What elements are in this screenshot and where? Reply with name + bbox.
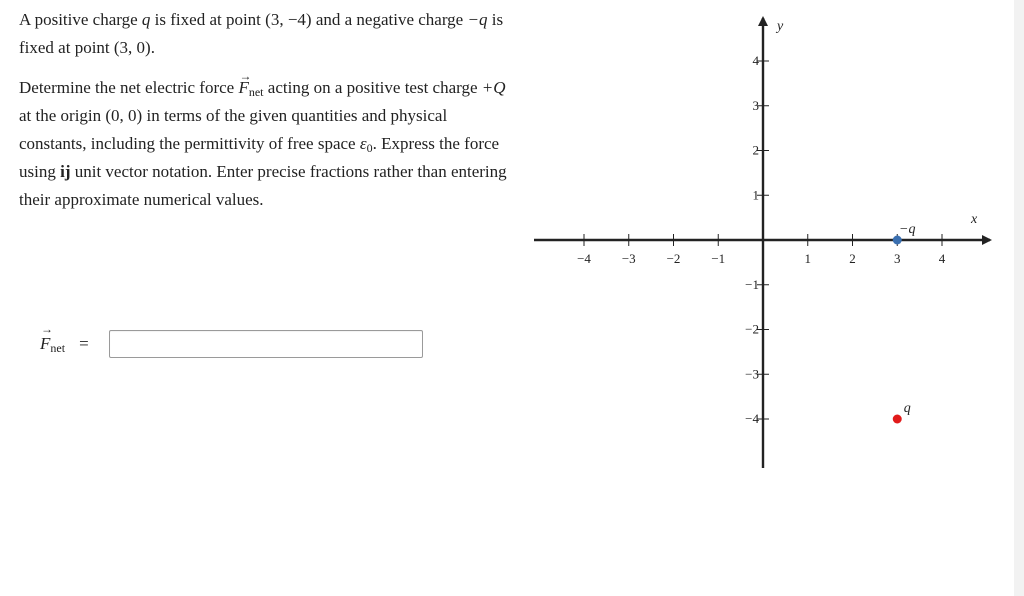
y-tick-label: −1	[745, 276, 759, 292]
y-tick-label: −4	[745, 411, 759, 426]
epsilon-subscript: 0	[366, 141, 373, 155]
y-tick-label: 1	[752, 187, 759, 203]
x-tick-label: 1	[804, 251, 811, 266]
force-vector-symbol: → F	[40, 334, 50, 354]
x-tick-label: −4	[577, 251, 591, 266]
equals-sign: =	[79, 334, 89, 353]
x-tick-label: 4	[938, 251, 946, 266]
y-tick-label: 4	[752, 53, 759, 68]
answer-label	[40, 334, 65, 354]
problem-text	[19, 6, 509, 226]
y-axis-label: y	[777, 19, 784, 34]
y-tick-label: −3	[745, 366, 759, 382]
answer-row	[40, 330, 423, 358]
x-axis-label: x	[971, 212, 978, 227]
x-tick-label: −2	[666, 251, 681, 266]
charge-neg-q-symbol: −q	[467, 10, 488, 29]
x-tick-label: 2	[849, 251, 856, 266]
answer-input[interactable]	[109, 330, 423, 358]
problem-paragraph-1	[19, 6, 509, 62]
net-subscript: net	[50, 341, 66, 355]
text-run: Determine the net electric force	[19, 78, 239, 97]
text-run: acting on a positive test charge	[263, 78, 482, 97]
test-charge-symbol: +Q	[481, 78, 506, 97]
text-run: A positive charge	[19, 10, 142, 29]
charge-point	[893, 415, 902, 424]
x-tick-label: −1	[711, 251, 726, 266]
coordinate-graph	[530, 8, 1000, 478]
problem-paragraph-2	[19, 74, 509, 214]
ij-notation: ij	[60, 162, 71, 181]
net-subscript: net	[248, 85, 264, 99]
y-tick-label: 3	[752, 97, 759, 113]
text-run: at the origin (0, 0) in terms of the given quantities and physical constants, including the permittivity of free space	[19, 106, 448, 153]
text-run: unit vector notation. Enter precise fractions rather than entering their approximate numerical values.	[19, 162, 507, 209]
text-run: . Express the force using	[19, 134, 500, 181]
charge-label: q	[903, 401, 911, 416]
charge-q-symbol: q	[141, 10, 151, 29]
y-tick-label: 2	[752, 142, 759, 158]
y-tick-label: −2	[745, 321, 759, 337]
charge-label: −q	[899, 222, 916, 237]
epsilon-symbol: ε	[359, 134, 367, 153]
x-tick-label: −3	[621, 251, 636, 266]
x-tick-label: 3	[894, 251, 901, 266]
force-vector-symbol: → F	[238, 74, 248, 102]
text-run: is fixed at point (3, −4) and a negative charge	[150, 10, 468, 29]
text-run: is fixed at point (3, 0).	[19, 10, 504, 57]
